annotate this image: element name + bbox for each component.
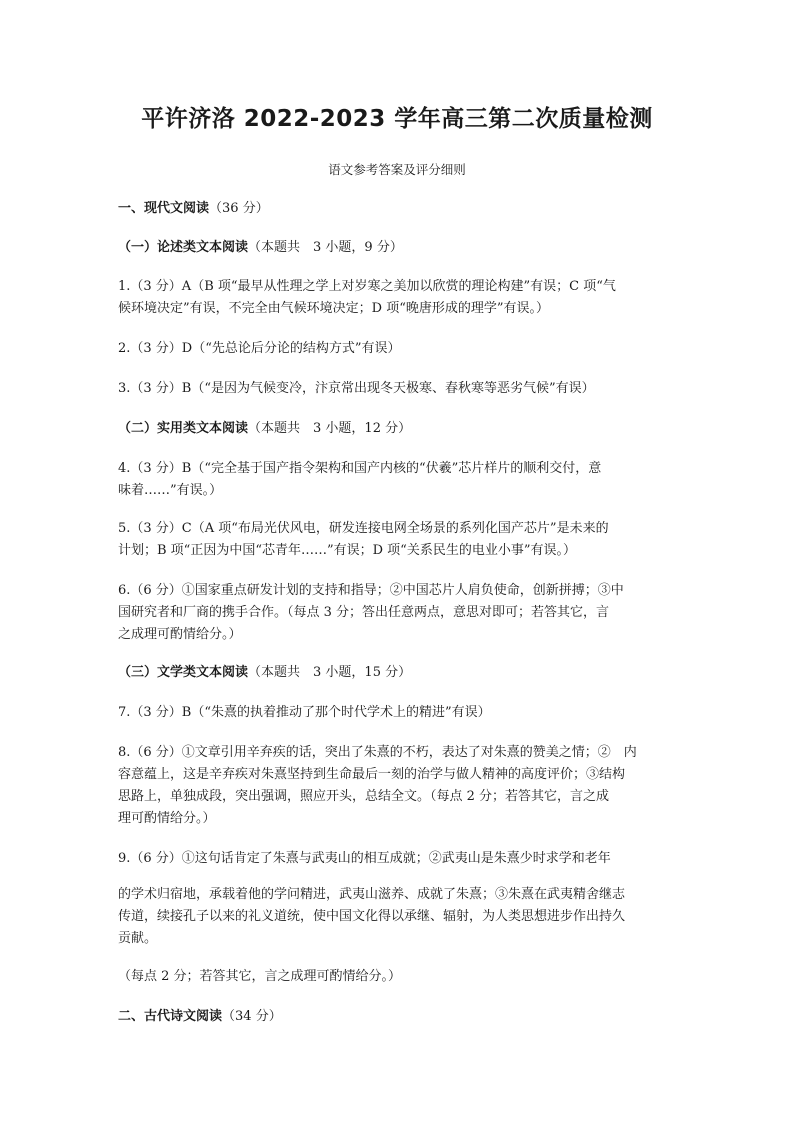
answer-q9-line1: 9.（6 分）①这句话肯定了朱熹与武夷山的相互成就；②武夷山是朱熹少时求学和老年: [118, 851, 611, 866]
section-heading-text: 一、现代文阅读: [118, 201, 210, 216]
page-subtitle: 语文参考答案及评分细则: [328, 162, 466, 177]
part-heading-text: （三）文学类文本阅读: [118, 665, 249, 680]
answer-q4-line2: 味着……”有误。）: [118, 483, 223, 498]
section-points: （34 分）: [222, 1009, 282, 1024]
answer-q5-line1: 5.（3 分）C（A 项“布局光伏风电，研发连接电网全场景的系列化国产芯片”是未来的: [118, 521, 609, 536]
answer-q2: 2.（3 分）D（“先总论后分论的结构方式”有误）: [118, 341, 401, 356]
answer-q8-line1: 8.（6 分）①文章引用辛弃疾的话，突出了朱熹的不朽，表达了对朱熹的赞美之情；② 内: [118, 745, 637, 760]
section-heading-text: 二、古代诗文阅读: [118, 1009, 223, 1024]
answer-q4-line1: 4.（3 分）B（“完全基于国产指令架构和国产内核的“伏羲”芯片样片的顺利交付，意: [118, 461, 602, 476]
answer-q1-line1: 1.（3 分）A（B 项“最早从性理之学上对岁寒之美加以欣赏的理论构建”有误；C 项“气: [118, 279, 616, 294]
section-heading-modern-reading: [118, 198, 698, 220]
part-info: （本题共 3 小题，15 分）: [248, 665, 412, 680]
answer-q8-line4: 理可酌情给分。）: [118, 811, 216, 826]
answer-q7: 7.（3 分）B（“朱熹的执着推动了那个时代学术上的精进”有误）: [118, 705, 491, 720]
answer-q8-line2: 容意蕴上，这是辛弃疾对朱熹坚持到生命最后一刻的治学与做人精神的高度评价；③结构: [118, 767, 626, 782]
part-heading-text: （一）论述类文本阅读: [118, 240, 249, 255]
part-heading-practical: [118, 418, 698, 440]
section-heading-classical-reading: [118, 1006, 698, 1028]
part-heading-literary: [118, 662, 698, 684]
answer-q6-line1: 6.（6 分）①国家重点研发计划的支持和指导；②中国芯片人肩负使命，创新拼搏；③中: [118, 583, 624, 598]
answer-q9-line4: 贡献。: [118, 931, 158, 946]
answer-q6-line3: 之成理可酌情给分。）: [118, 627, 242, 642]
answer-q6-line2: 国研究者和厂商的携手合作。（每点 3 分；答出任意两点，意思对即可；若答其它，言: [118, 605, 610, 620]
section-points: （36 分）: [209, 201, 269, 216]
answer-q5-line2: 计划；B 项“正因为中国“芯青年……”有误；D 项“关系民生的电业小事”有误。）: [118, 543, 576, 558]
answer-q8-line3: 思路上，单独成段，突出强调，照应开头，总结全文。（每点 2 分；若答其它，言之成: [118, 789, 610, 804]
page-title: 平许济洛 2022-2023 学年高三第二次质量检测: [141, 106, 653, 132]
part-heading-argumentative: [118, 237, 698, 259]
answer-q9-scoring-note: （每点 2 分；若答其它，言之成理可酌情给分。）: [118, 969, 402, 984]
answer-q9-line2: 的学术归宿地，承载着他的学问精进，武夷山滋养、成就了朱熹；③朱熹在武夷精舍继志: [118, 887, 626, 902]
part-heading-text: （二）实用类文本阅读: [118, 421, 249, 436]
answer-q3: 3.（3 分）B（“是因为气候变冷，汴京常出现冬天极寒、春秋寒等恶劣气候”有误）: [118, 381, 595, 396]
part-info: （本题共 3 小题，12 分）: [248, 421, 412, 436]
part-info: （本题共 3 小题，9 分）: [248, 240, 403, 255]
answer-q1-line2: 候环境决定”有误，不完全由气候环境决定；D 项“晚唐形成的理学”有误。）: [118, 301, 549, 316]
answer-q9-line3: 传道，续接孔子以来的礼义道统，使中国文化得以承继、辐射，为人类思想进步作出持久: [118, 909, 626, 924]
